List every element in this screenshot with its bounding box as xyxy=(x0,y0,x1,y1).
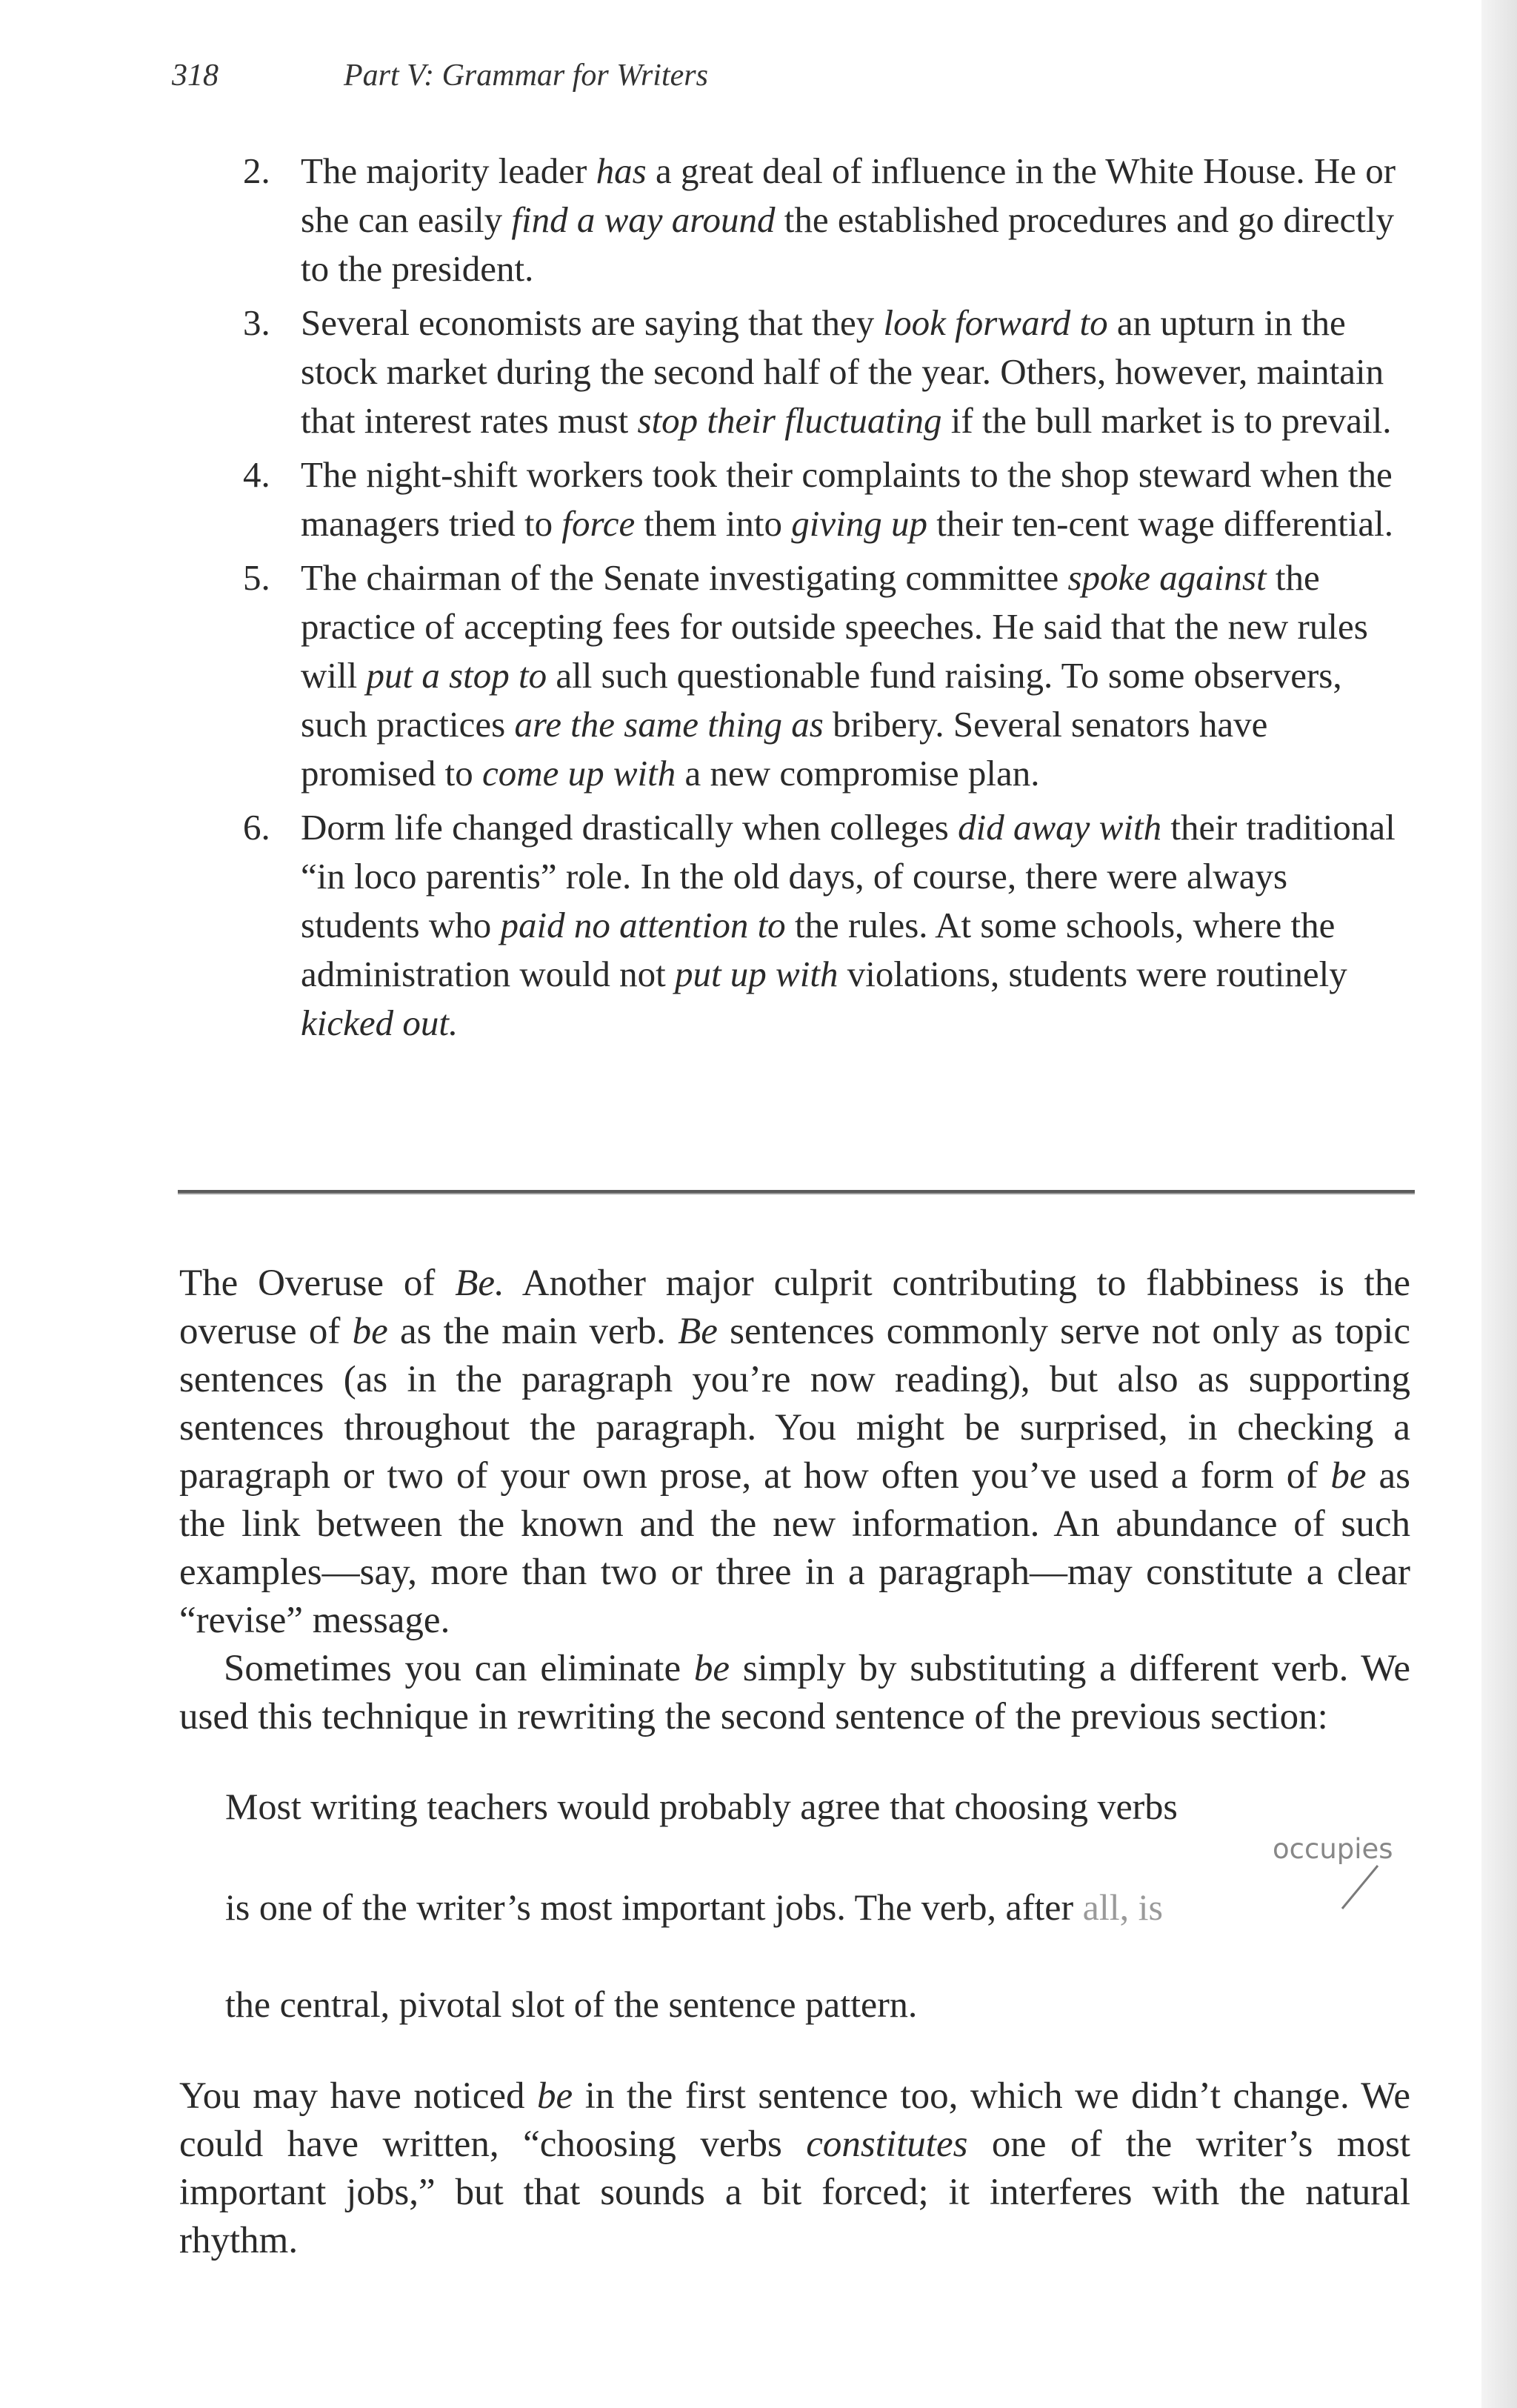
italic-phrase: are the same thing as xyxy=(514,704,824,745)
text-run: Several economists are saying that they xyxy=(301,302,884,343)
italic-phrase: has xyxy=(596,150,647,191)
text-run: bribery. Several senators have promised to xyxy=(301,704,1268,794)
text-run: a new compromise plan. xyxy=(676,753,1040,794)
text-run: all such questionable fund raising. To some observers, such practices xyxy=(301,655,1342,745)
italic-phrase: kicked out. xyxy=(301,1002,459,1043)
italic-phrase: Be xyxy=(678,1311,718,1352)
italic-phrase: be xyxy=(693,1648,730,1689)
exercise-list xyxy=(237,147,1407,1053)
text-run: The majority leader xyxy=(301,150,596,191)
italic-phrase: paid no attention to xyxy=(500,905,786,945)
italic-phrase: come up with xyxy=(481,753,676,794)
exercise-item xyxy=(237,299,1407,445)
italic-phrase: spoke against xyxy=(1067,557,1267,598)
text-run: You may have noticed xyxy=(179,2075,538,2117)
italic-phrase: be xyxy=(1330,1455,1367,1497)
italic-phrase: constitutes xyxy=(806,2123,968,2165)
italic-phrase: be xyxy=(352,1311,388,1352)
paragraph-first-sentence-be xyxy=(179,2072,1410,2265)
exercise-item-number: 3. xyxy=(243,302,270,343)
example-line-2 xyxy=(225,1885,1410,1929)
section-heading xyxy=(179,1263,504,1304)
running-title: Part V: Grammar for Writers xyxy=(344,59,708,93)
text-run: them into xyxy=(635,503,792,544)
paragraph-1-body xyxy=(179,1263,1410,1641)
text-run: the rules. At some schools, where the administration would not xyxy=(301,905,1336,994)
text-run: Sometimes you can eliminate xyxy=(224,1648,694,1689)
exercise-item xyxy=(237,803,1407,1048)
exercise-item xyxy=(237,553,1407,798)
text-run: The chairman of the Senate investigating committee xyxy=(301,557,1068,598)
exercise-item-number: 5. xyxy=(243,557,270,598)
example-line-1: Most writing teachers would probably agree that choosing verbs xyxy=(225,1786,1178,1827)
text-run: the practice of accepting fees for outside speeches. He said that the new rules will xyxy=(301,557,1368,696)
example-line-2-faded: all, xyxy=(1082,1886,1130,1928)
strike-through-mark xyxy=(1339,1861,1384,1913)
italic-phrase: look forward to xyxy=(883,302,1108,343)
text-run: their ten-cent wage differential. xyxy=(927,503,1393,544)
example-line-2-text: is one of the writer’s most important jobs. The verb, after xyxy=(225,1886,1083,1928)
text-run: if the bull market is to prevail. xyxy=(941,400,1392,441)
italic-phrase: put up with xyxy=(674,954,838,994)
text-run: one of the writer’s most important jobs,” but that sounds a bit forced; it interferes with the natural rhythm. xyxy=(179,2123,1410,2261)
struck-word: is xyxy=(1138,1886,1163,1928)
page-edge-shadow xyxy=(1481,0,1517,2408)
italic-phrase: put a stop to xyxy=(366,655,547,696)
exercise-item-number: 2. xyxy=(243,150,270,191)
exercise-item-number: 6. xyxy=(243,807,270,848)
handwritten-insertion: occupies xyxy=(1273,1833,1393,1865)
paragraph-substitute-verb xyxy=(179,1645,1410,1741)
exercise-item xyxy=(237,450,1407,548)
exercise-item-number: 4. xyxy=(243,454,270,495)
exercise-item xyxy=(237,147,1407,293)
italic-phrase: be xyxy=(537,2075,573,2117)
text-run: simply by substituting a different verb. We used this technique in rewriting the second sentence of the previous section: xyxy=(179,1648,1410,1737)
section-heading-word: Be. xyxy=(455,1263,504,1304)
italic-phrase: find a way around xyxy=(511,199,776,240)
running-header xyxy=(172,58,708,93)
text-run: sentences commonly serve not only as topic sentences (as in the paragraph you’re now reading), but also as supporting sentences throughout the paragraph. You might be surprised, in checking a paragraph or two of your own prose, at how often you’ve used a form of xyxy=(179,1311,1410,1497)
italic-phrase: giving up xyxy=(791,503,927,544)
text-run: Dorm life changed drastically when colleges xyxy=(301,807,958,848)
text-run: an upturn in the stock market during the second half of the year. Others, however, maintain that interest rates must xyxy=(301,302,1384,441)
text-run: in the first sentence too, which we didn’t change. We could have written, “choosing verbs xyxy=(179,2075,1410,2165)
section-divider-rule xyxy=(178,1190,1415,1194)
italic-phrase: did away with xyxy=(958,807,1162,848)
text-run: The night-shift workers took their complaints to the shop steward when the managers tried to xyxy=(301,454,1393,544)
text-run: violations, students were routinely xyxy=(838,954,1347,994)
text-run: a great deal of influence in the White House. He or she can easily xyxy=(301,150,1396,240)
paragraph-overuse-of-be xyxy=(179,1260,1410,1645)
section-heading-prefix: The Overuse of xyxy=(179,1263,456,1304)
text-run: Another major culprit contributing to flabbiness is the overuse of xyxy=(179,1263,1410,1352)
text-run: as the link between the known and the new information. An abundance of such examples—say, more than two or three in a paragraph—may constitute a clear “revise” message. xyxy=(179,1455,1410,1641)
text-run: as the main verb. xyxy=(387,1311,679,1352)
italic-phrase: force xyxy=(561,503,636,544)
italic-phrase: stop their fluctuating xyxy=(637,400,942,441)
text-run: the established procedures and go directly to the president. xyxy=(301,199,1394,289)
text-run: their traditional “in loco parentis” role. In the old days, of course, there were always students who xyxy=(301,807,1396,945)
page-number: 318 xyxy=(172,59,219,93)
example-line-3: the central, pivotal slot of the sentence pattern. xyxy=(225,1983,918,2025)
